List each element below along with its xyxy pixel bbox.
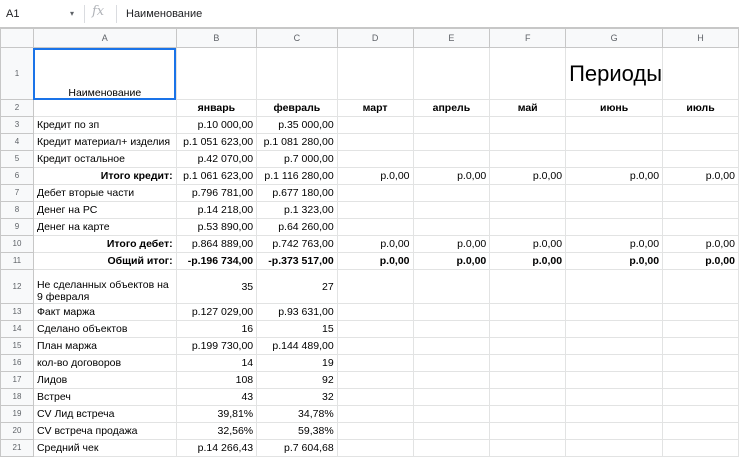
value-cell[interactable] bbox=[337, 134, 413, 151]
value-cell[interactable] bbox=[663, 304, 739, 321]
table-row bbox=[1, 355, 739, 372]
value-cell[interactable] bbox=[337, 219, 413, 236]
row-label-cell[interactable]: Кредит остальное bbox=[33, 151, 176, 168]
row-label-cell[interactable]: Денег на карте bbox=[33, 219, 176, 236]
value-cell[interactable]: р.1 116 280,00 bbox=[257, 168, 338, 185]
row-label-cell[interactable]: Общий итог: bbox=[33, 253, 176, 270]
divider bbox=[116, 5, 117, 23]
value-cell[interactable] bbox=[490, 117, 566, 134]
value-cell[interactable]: 32 bbox=[257, 389, 338, 406]
value-cell[interactable] bbox=[490, 406, 566, 423]
table-row bbox=[1, 219, 739, 236]
row-label-cell[interactable]: CV встреча продажа bbox=[33, 423, 176, 440]
table-row bbox=[1, 117, 739, 134]
value-cell[interactable] bbox=[663, 406, 739, 423]
value-cell[interactable] bbox=[413, 117, 490, 134]
value-cell[interactable] bbox=[490, 338, 566, 355]
value-cell[interactable]: р.1 051 623,00 bbox=[176, 134, 257, 151]
month-header-cell[interactable]: февраль bbox=[257, 100, 338, 117]
value-cell[interactable]: р.127 029,00 bbox=[176, 304, 257, 321]
month-header-cell[interactable]: июль bbox=[663, 100, 739, 117]
value-cell[interactable] bbox=[566, 406, 663, 423]
value-cell[interactable]: р.1 061 623,00 bbox=[176, 168, 257, 185]
value-cell[interactable]: р.144 489,00 bbox=[257, 338, 338, 355]
table-row bbox=[1, 321, 739, 338]
value-cell[interactable] bbox=[337, 355, 413, 372]
row-label-cell[interactable]: Кредит по зп bbox=[33, 117, 176, 134]
value-cell[interactable] bbox=[663, 134, 739, 151]
value-cell[interactable]: р.0,00 bbox=[566, 236, 663, 253]
month-header-cell[interactable]: январь bbox=[176, 100, 257, 117]
row-header[interactable]: 9 bbox=[1, 219, 34, 236]
value-cell[interactable]: р.42 070,00 bbox=[176, 151, 257, 168]
value-cell[interactable]: р.0,00 bbox=[663, 253, 739, 270]
cell[interactable] bbox=[490, 48, 566, 100]
value-cell[interactable] bbox=[337, 117, 413, 134]
value-cell[interactable] bbox=[663, 440, 739, 457]
row-label-cell[interactable]: Кредит материал+ изделия bbox=[33, 134, 176, 151]
value-cell[interactable] bbox=[566, 185, 663, 202]
value-cell[interactable]: р.199 730,00 bbox=[176, 338, 257, 355]
value-cell[interactable]: р.0,00 bbox=[663, 168, 739, 185]
value-cell[interactable]: р.7 000,00 bbox=[257, 151, 338, 168]
value-cell[interactable] bbox=[413, 185, 490, 202]
column-header-b[interactable]: B bbox=[176, 29, 257, 48]
row-header[interactable]: 18 bbox=[1, 389, 34, 406]
month-header-cell[interactable]: июнь bbox=[566, 100, 663, 117]
value-cell[interactable] bbox=[413, 270, 490, 304]
value-cell[interactable] bbox=[566, 338, 663, 355]
value-cell[interactable]: р.742 763,00 bbox=[257, 236, 338, 253]
value-cell[interactable] bbox=[413, 219, 490, 236]
value-cell[interactable] bbox=[663, 219, 739, 236]
value-cell[interactable] bbox=[337, 185, 413, 202]
column-header-h[interactable]: H bbox=[663, 29, 739, 48]
row-label-cell[interactable]: кол-во договоров bbox=[33, 355, 176, 372]
column-header-e[interactable]: E bbox=[413, 29, 490, 48]
value-cell[interactable] bbox=[490, 270, 566, 304]
value-cell[interactable] bbox=[566, 151, 663, 168]
value-cell[interactable]: р.35 000,00 bbox=[257, 117, 338, 134]
cell[interactable] bbox=[33, 100, 176, 117]
value-cell[interactable] bbox=[337, 202, 413, 219]
value-cell[interactable] bbox=[566, 440, 663, 457]
value-cell[interactable] bbox=[413, 355, 490, 372]
cell[interactable] bbox=[413, 48, 490, 100]
value-cell[interactable]: р.64 260,00 bbox=[257, 219, 338, 236]
table-row bbox=[1, 304, 739, 321]
column-header-a[interactable]: A bbox=[33, 29, 176, 48]
value-cell[interactable]: р.0,00 bbox=[490, 168, 566, 185]
value-cell[interactable] bbox=[663, 338, 739, 355]
value-cell[interactable] bbox=[490, 185, 566, 202]
row-header[interactable]: 11 bbox=[1, 253, 34, 270]
column-header-c[interactable]: C bbox=[257, 29, 338, 48]
value-cell[interactable] bbox=[566, 202, 663, 219]
cell[interactable] bbox=[663, 48, 739, 100]
value-cell[interactable] bbox=[566, 355, 663, 372]
value-cell[interactable] bbox=[413, 389, 490, 406]
value-cell[interactable]: 27 bbox=[257, 270, 338, 304]
table-row bbox=[1, 270, 739, 304]
value-cell[interactable]: р.864 889,00 bbox=[176, 236, 257, 253]
value-cell[interactable]: 15 bbox=[257, 321, 338, 338]
month-header-cell[interactable]: апрель bbox=[413, 100, 490, 117]
row-header[interactable]: 17 bbox=[1, 372, 34, 389]
cell[interactable] bbox=[257, 48, 338, 100]
value-cell[interactable]: р.1 323,00 bbox=[257, 202, 338, 219]
row-header[interactable]: 5 bbox=[1, 151, 34, 168]
value-cell[interactable] bbox=[413, 304, 490, 321]
value-cell[interactable] bbox=[663, 151, 739, 168]
value-cell[interactable] bbox=[490, 202, 566, 219]
value-cell[interactable]: 32,56% bbox=[176, 423, 257, 440]
periods-title-cell[interactable]: Периоды bbox=[566, 48, 663, 100]
table-row bbox=[1, 168, 739, 185]
divider bbox=[84, 5, 85, 23]
value-cell[interactable]: 35 bbox=[176, 270, 257, 304]
value-cell[interactable] bbox=[413, 202, 490, 219]
value-cell[interactable] bbox=[490, 134, 566, 151]
value-cell[interactable] bbox=[337, 270, 413, 304]
value-cell[interactable] bbox=[413, 372, 490, 389]
formula-input[interactable]: Наименование bbox=[126, 8, 203, 20]
value-cell[interactable] bbox=[566, 134, 663, 151]
value-cell[interactable] bbox=[663, 270, 739, 304]
value-cell[interactable] bbox=[566, 304, 663, 321]
value-cell[interactable]: р.14 218,00 bbox=[176, 202, 257, 219]
value-cell[interactable]: 16 bbox=[176, 321, 257, 338]
table-row bbox=[1, 338, 739, 355]
row-label-cell[interactable]: Встреч bbox=[33, 389, 176, 406]
column-header-f[interactable]: F bbox=[490, 29, 566, 48]
row-header[interactable]: 10 bbox=[1, 236, 34, 253]
row-label-cell[interactable]: CV Лид встреча bbox=[33, 406, 176, 423]
month-header-cell[interactable]: март bbox=[337, 100, 413, 117]
row-header[interactable]: 2 bbox=[1, 100, 34, 117]
value-cell[interactable] bbox=[566, 219, 663, 236]
row-label-cell[interactable]: Сделано объектов bbox=[33, 321, 176, 338]
value-cell[interactable] bbox=[413, 134, 490, 151]
row-label-cell[interactable]: Лидов bbox=[33, 372, 176, 389]
value-cell[interactable]: 39,81% bbox=[176, 406, 257, 423]
value-cell[interactable]: 19 bbox=[257, 355, 338, 372]
row-label-cell[interactable]: Денег на РС bbox=[33, 202, 176, 219]
row-header[interactable]: 3 bbox=[1, 117, 34, 134]
row-header[interactable]: 19 bbox=[1, 406, 34, 423]
value-cell[interactable]: р.0,00 bbox=[490, 253, 566, 270]
row-label-cell[interactable]: Итого кредит: bbox=[33, 168, 176, 185]
value-cell[interactable]: 14 bbox=[176, 355, 257, 372]
value-cell[interactable] bbox=[490, 321, 566, 338]
value-cell[interactable]: р.7 604,68 bbox=[257, 440, 338, 457]
value-cell[interactable] bbox=[663, 389, 739, 406]
table-row bbox=[1, 202, 739, 219]
value-cell[interactable] bbox=[413, 321, 490, 338]
value-cell[interactable]: 108 bbox=[176, 372, 257, 389]
cell[interactable] bbox=[176, 48, 257, 100]
value-cell[interactable] bbox=[566, 117, 663, 134]
name-box[interactable]: A1 bbox=[6, 8, 20, 20]
row-label-cell[interactable]: Итого дебет: bbox=[33, 236, 176, 253]
value-cell[interactable]: р.0,00 bbox=[490, 236, 566, 253]
value-cell[interactable]: р.0,00 bbox=[413, 168, 490, 185]
value-cell[interactable] bbox=[490, 440, 566, 457]
value-cell[interactable]: 34,78% bbox=[257, 406, 338, 423]
value-cell[interactable]: р.0,00 bbox=[663, 236, 739, 253]
value-cell[interactable]: -р.373 517,00 bbox=[257, 253, 338, 270]
row-header[interactable]: 14 bbox=[1, 321, 34, 338]
value-cell[interactable] bbox=[663, 321, 739, 338]
value-cell[interactable] bbox=[490, 372, 566, 389]
table-row bbox=[1, 440, 739, 457]
value-cell[interactable]: р.93 631,00 bbox=[257, 304, 338, 321]
value-cell[interactable] bbox=[413, 151, 490, 168]
value-cell[interactable]: р.53 890,00 bbox=[176, 219, 257, 236]
value-cell[interactable] bbox=[566, 321, 663, 338]
column-header-d[interactable]: D bbox=[337, 29, 413, 48]
value-cell[interactable] bbox=[413, 338, 490, 355]
month-header-cell[interactable]: май bbox=[490, 100, 566, 117]
value-cell[interactable] bbox=[337, 321, 413, 338]
row-header[interactable]: 8 bbox=[1, 202, 34, 219]
fx-icon: fx bbox=[92, 4, 105, 19]
value-cell[interactable]: р.0,00 bbox=[566, 253, 663, 270]
value-cell[interactable] bbox=[566, 270, 663, 304]
value-cell[interactable]: 43 bbox=[176, 389, 257, 406]
row-label-cell[interactable]: Дебет вторые части bbox=[33, 185, 176, 202]
value-cell[interactable] bbox=[337, 372, 413, 389]
table-row bbox=[1, 151, 739, 168]
row-header[interactable]: 16 bbox=[1, 355, 34, 372]
row-header[interactable]: 20 bbox=[1, 423, 34, 440]
value-cell[interactable]: р.0,00 bbox=[566, 168, 663, 185]
value-cell[interactable] bbox=[337, 304, 413, 321]
row-header[interactable]: 4 bbox=[1, 134, 34, 151]
value-cell[interactable] bbox=[413, 440, 490, 457]
value-cell[interactable] bbox=[663, 117, 739, 134]
column-header-g[interactable]: G bbox=[566, 29, 663, 48]
value-cell[interactable] bbox=[663, 185, 739, 202]
value-cell[interactable] bbox=[566, 389, 663, 406]
select-all-corner[interactable] bbox=[1, 29, 34, 48]
row-header[interactable]: 1 bbox=[1, 48, 34, 100]
value-cell[interactable] bbox=[337, 338, 413, 355]
value-cell[interactable] bbox=[337, 389, 413, 406]
row-header[interactable]: 15 bbox=[1, 338, 34, 355]
value-cell[interactable]: 59,38% bbox=[257, 423, 338, 440]
cell[interactable] bbox=[337, 48, 413, 100]
row-header[interactable]: 6 bbox=[1, 168, 34, 185]
value-cell[interactable] bbox=[663, 202, 739, 219]
value-cell[interactable] bbox=[490, 355, 566, 372]
value-cell[interactable]: р.0,00 bbox=[413, 253, 490, 270]
value-cell[interactable]: р.0,00 bbox=[337, 236, 413, 253]
row-label-cell[interactable]: Не сделанных объектов на 9 февраля bbox=[33, 270, 176, 304]
value-cell[interactable] bbox=[490, 219, 566, 236]
row-label-cell[interactable]: Средний чек bbox=[33, 440, 176, 457]
value-cell[interactable]: р.10 000,00 bbox=[176, 117, 257, 134]
value-cell[interactable]: р.0,00 bbox=[413, 236, 490, 253]
value-cell[interactable] bbox=[566, 372, 663, 389]
value-cell[interactable] bbox=[490, 151, 566, 168]
table-row bbox=[1, 185, 739, 202]
value-cell[interactable]: р.1 081 280,00 bbox=[257, 134, 338, 151]
value-cell[interactable] bbox=[663, 372, 739, 389]
value-cell[interactable]: р.0,00 bbox=[337, 168, 413, 185]
row-header[interactable]: 7 bbox=[1, 185, 34, 202]
table-row bbox=[1, 406, 739, 423]
value-cell[interactable]: р.14 266,43 bbox=[176, 440, 257, 457]
row-header[interactable]: 12 bbox=[1, 270, 34, 304]
value-cell[interactable]: 92 bbox=[257, 372, 338, 389]
value-cell[interactable] bbox=[337, 151, 413, 168]
value-cell[interactable]: р.677 180,00 bbox=[257, 185, 338, 202]
cell-a1-selected[interactable]: Наименование bbox=[33, 48, 176, 100]
row-header[interactable]: 13 bbox=[1, 304, 34, 321]
value-cell[interactable] bbox=[490, 389, 566, 406]
value-cell[interactable]: -р.196 734,00 bbox=[176, 253, 257, 270]
value-cell[interactable] bbox=[663, 355, 739, 372]
table-row bbox=[1, 236, 739, 253]
value-cell[interactable] bbox=[337, 440, 413, 457]
value-cell[interactable]: р.0,00 bbox=[337, 253, 413, 270]
row-label-cell[interactable]: Факт маржа bbox=[33, 304, 176, 321]
formula-bar bbox=[0, 0, 739, 28]
row-label-cell[interactable]: План маржа bbox=[33, 338, 176, 355]
value-cell[interactable] bbox=[413, 406, 490, 423]
row-header[interactable]: 21 bbox=[1, 440, 34, 457]
value-cell[interactable]: р.796 781,00 bbox=[176, 185, 257, 202]
table-row bbox=[1, 253, 739, 270]
value-cell[interactable] bbox=[490, 304, 566, 321]
value-cell[interactable] bbox=[337, 406, 413, 423]
table-row bbox=[1, 389, 739, 406]
table-row bbox=[1, 134, 739, 151]
spreadsheet-grid bbox=[0, 28, 739, 457]
table-row bbox=[1, 372, 739, 389]
name-box-dropdown-icon[interactable]: ▾ bbox=[70, 9, 75, 18]
